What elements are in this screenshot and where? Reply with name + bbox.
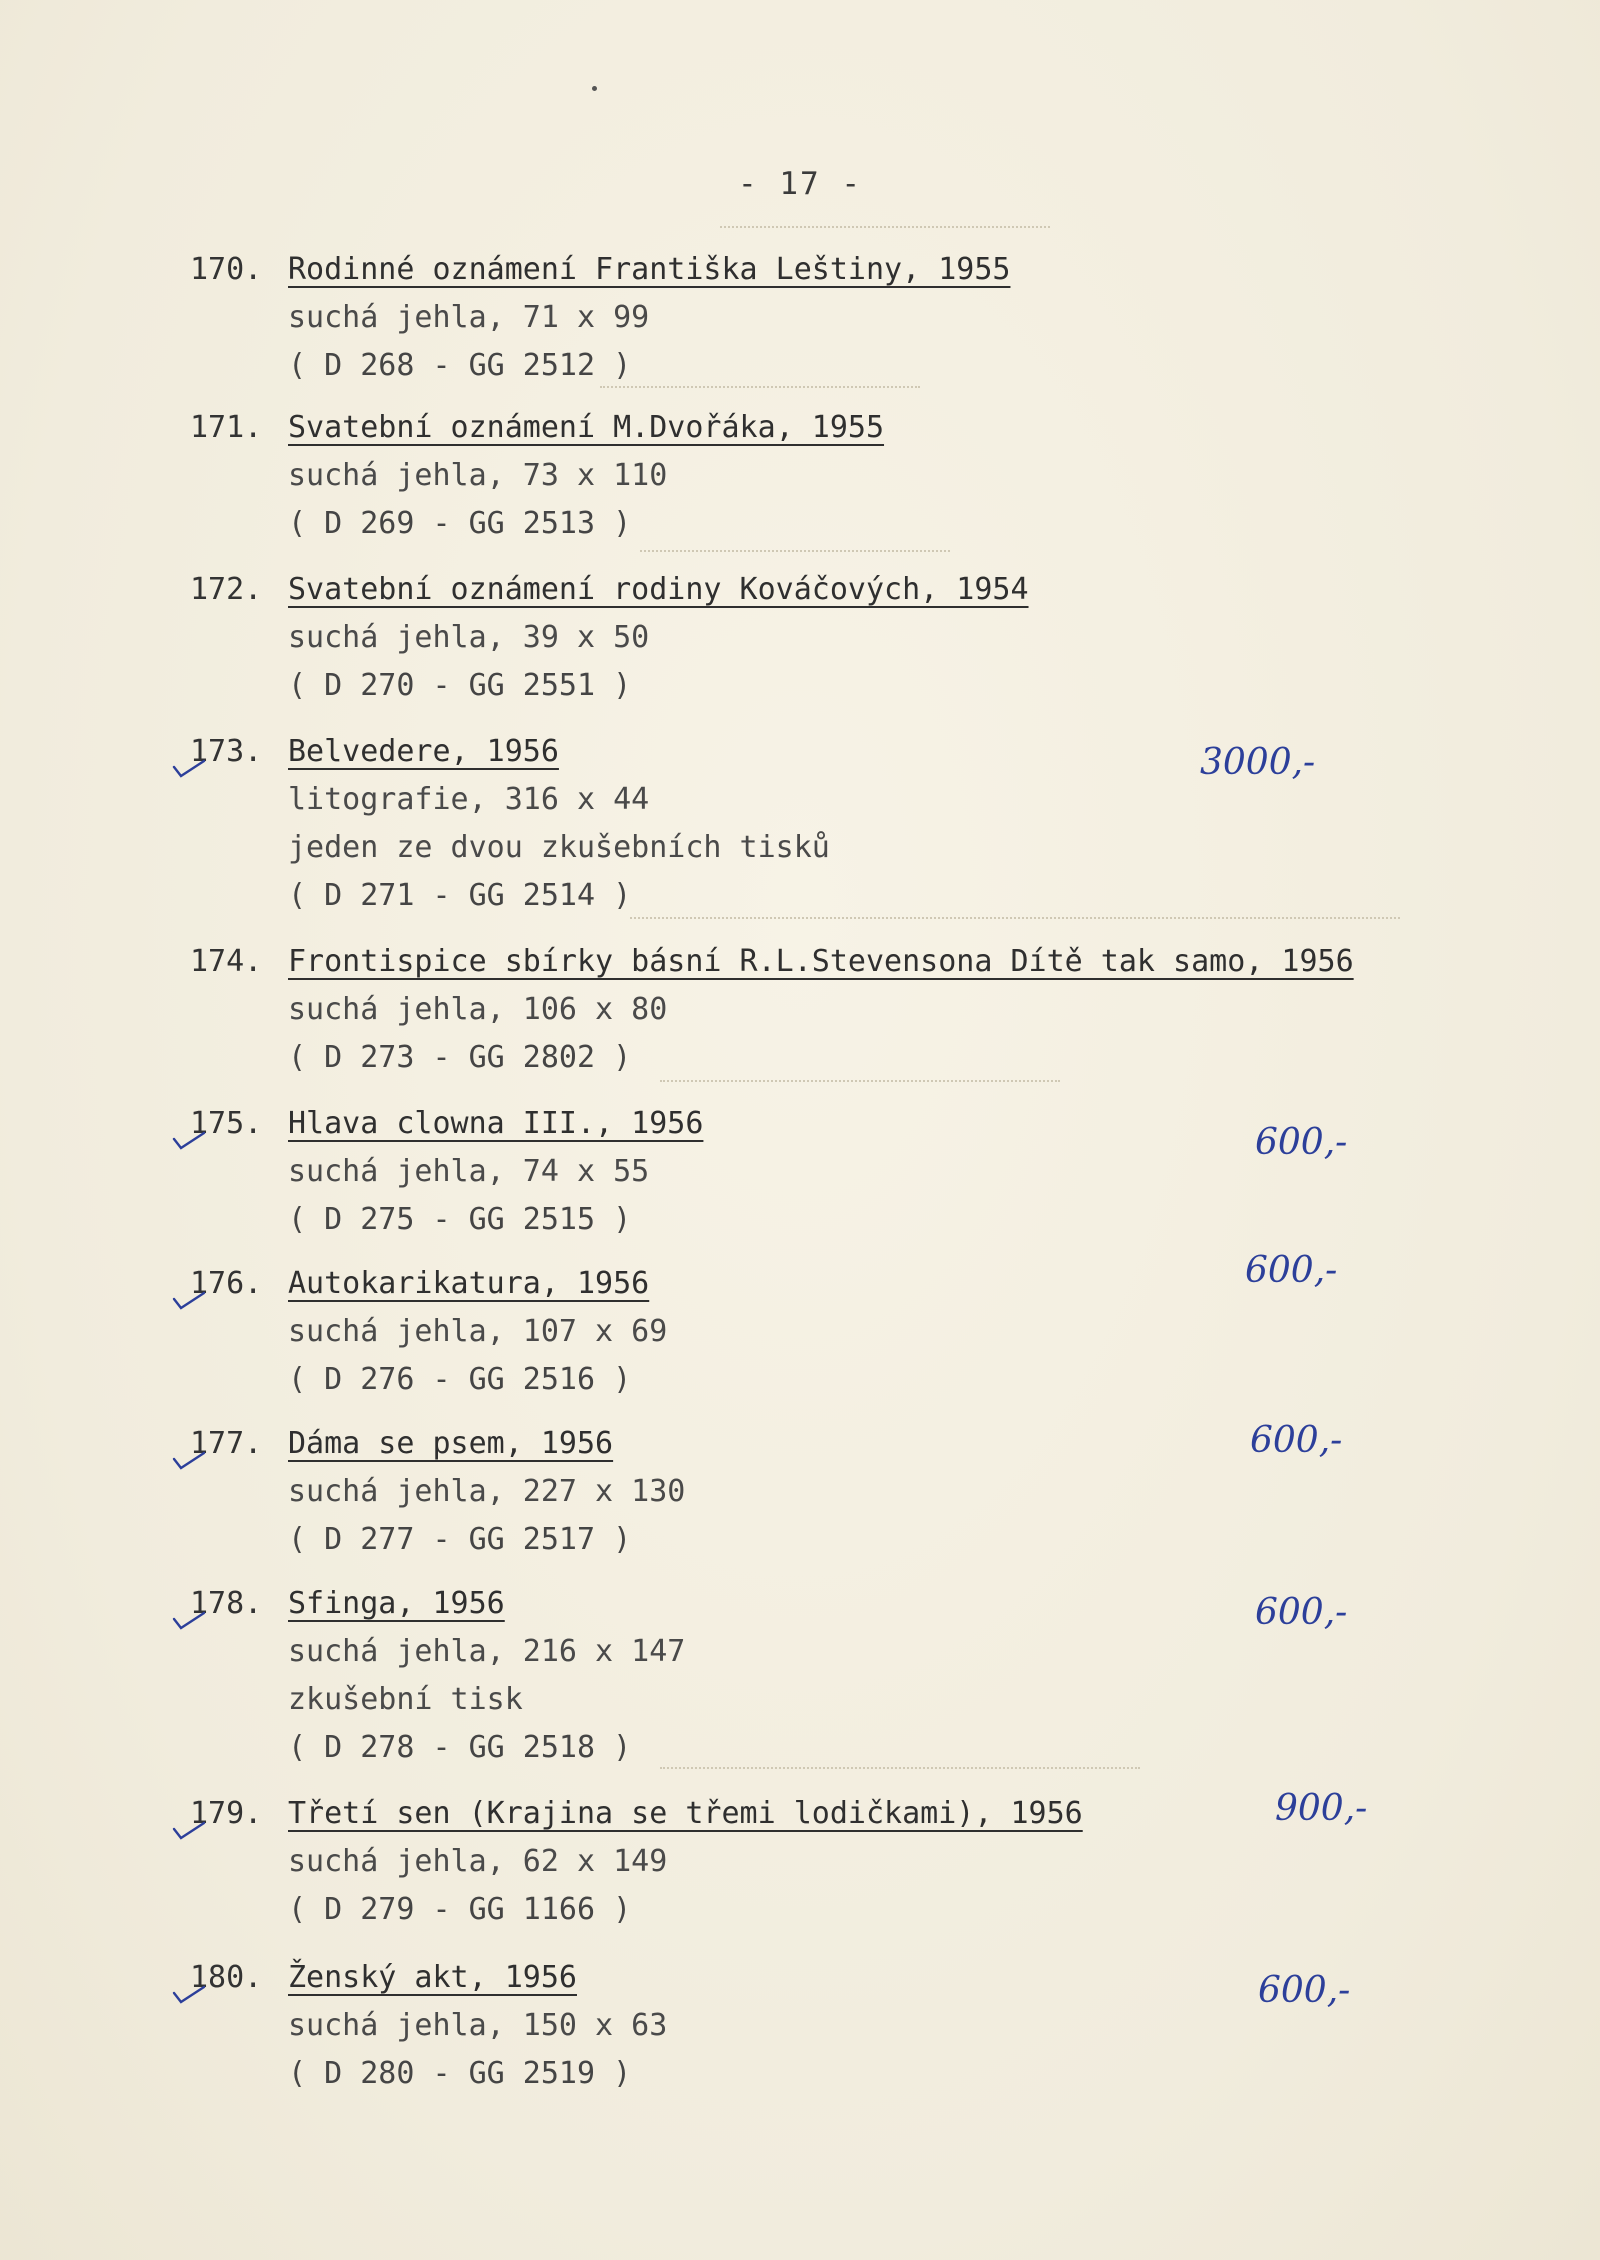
entry-reference: ( D 269 - GG 2513 )	[288, 506, 632, 541]
entry-title: Sfinga, 1956	[288, 1586, 505, 1621]
dotted-separator	[720, 226, 1050, 228]
entry-number: 174.	[190, 944, 263, 979]
entry-title: Autokarikatura, 1956	[288, 1266, 650, 1301]
handwritten-price: 600,-	[1250, 1420, 1343, 1461]
entry-title: Třetí sen (Krajina se třemi lodičkami), 1956	[288, 1796, 1083, 1831]
handwritten-price: 600,-	[1258, 1970, 1351, 2011]
entry-reference: ( D 276 - GG 2516 )	[288, 1362, 632, 1397]
entry-number: 176.	[190, 1266, 263, 1301]
entry-technique: suchá jehla, 106 x 80	[288, 992, 668, 1027]
handwritten-price: 3000,-	[1200, 742, 1316, 783]
check-mark-icon	[172, 1820, 206, 1840]
catalog-entry	[190, 566, 1029, 710]
dotted-separator	[640, 550, 950, 552]
catalog-entry	[190, 728, 830, 920]
entry-title: Svatební oznámení M.Dvořáka, 1955	[288, 410, 885, 445]
entry-number: 178.	[190, 1586, 263, 1621]
entry-number: 180.	[190, 1960, 263, 1995]
entry-technique: suchá jehla, 71 x 99	[288, 300, 650, 335]
handwritten-price: 900,-	[1275, 1788, 1368, 1829]
entry-title: Frontispice sbírky básní R.L.Stevensona Dítě tak samo, 1956	[288, 944, 1354, 979]
entry-reference: ( D 268 - GG 2512 )	[288, 348, 632, 383]
entry-number: 173.	[190, 734, 263, 769]
handwritten-price: 600,-	[1245, 1250, 1338, 1291]
page-number: - 17 -	[738, 166, 862, 202]
entry-technique: suchá jehla, 227 x 130	[288, 1474, 686, 1509]
catalog-entry	[190, 938, 1354, 1082]
entry-reference: ( D 279 - GG 1166 )	[288, 1892, 632, 1927]
entry-reference: ( D 275 - GG 2515 )	[288, 1202, 632, 1237]
entry-note: zkušební tisk	[288, 1682, 523, 1717]
entry-number: 171.	[190, 410, 263, 445]
entry-title: Belvedere, 1956	[288, 734, 559, 769]
entry-technique: suchá jehla, 62 x 149	[288, 1844, 668, 1879]
entry-title: Dáma se psem, 1956	[288, 1426, 614, 1461]
catalog-entry	[190, 404, 884, 548]
entry-note: jeden ze dvou zkušebních tisků	[288, 830, 830, 865]
entry-number: 175.	[190, 1106, 263, 1141]
ink-speck	[592, 86, 597, 91]
entry-title: Ženský akt, 1956	[288, 1960, 577, 1995]
entry-technique: suchá jehla, 39 x 50	[288, 620, 650, 655]
check-mark-icon	[172, 758, 206, 778]
catalog-entry	[190, 1580, 685, 1772]
entry-reference: ( D 273 - GG 2802 )	[288, 1040, 632, 1075]
entry-technique: suchá jehla, 73 x 110	[288, 458, 668, 493]
entry-technique: suchá jehla, 216 x 147	[288, 1634, 686, 1669]
entry-technique: suchá jehla, 150 x 63	[288, 2008, 668, 2043]
dotted-separator	[660, 1767, 1140, 1769]
entry-title: Rodinné oznámení Františka Leštiny, 1955	[288, 252, 1011, 287]
entry-number: 170.	[190, 252, 263, 287]
catalog-entry	[190, 1790, 1083, 1934]
entry-reference: ( D 277 - GG 2517 )	[288, 1522, 632, 1557]
entry-reference: ( D 278 - GG 2518 )	[288, 1730, 632, 1765]
entry-technique: litografie, 316 x 44	[288, 782, 650, 817]
check-mark-icon	[172, 1984, 206, 2004]
handwritten-price: 600,-	[1255, 1122, 1348, 1163]
entry-number: 177.	[190, 1426, 263, 1461]
entry-number: 172.	[190, 572, 263, 607]
catalog-entry	[190, 246, 1010, 390]
check-mark-icon	[172, 1290, 206, 1310]
entry-reference: ( D 270 - GG 2551 )	[288, 668, 632, 703]
entry-reference: ( D 271 - GG 2514 )	[288, 878, 632, 913]
entry-reference: ( D 280 - GG 2519 )	[288, 2056, 632, 2091]
catalog-entry	[190, 1420, 685, 1564]
entry-title: Hlava clowna III., 1956	[288, 1106, 704, 1141]
catalog-entry	[190, 1260, 667, 1404]
handwritten-price: 600,-	[1255, 1592, 1348, 1633]
catalog-entry	[190, 1100, 703, 1244]
entry-title: Svatební oznámení rodiny Kováčových, 1954	[288, 572, 1029, 607]
entry-technique: suchá jehla, 74 x 55	[288, 1154, 650, 1189]
check-mark-icon	[172, 1130, 206, 1150]
entry-number: 179.	[190, 1796, 263, 1831]
entry-technique: suchá jehla, 107 x 69	[288, 1314, 668, 1349]
check-mark-icon	[172, 1610, 206, 1630]
catalog-entry	[190, 1954, 667, 2098]
check-mark-icon	[172, 1450, 206, 1470]
